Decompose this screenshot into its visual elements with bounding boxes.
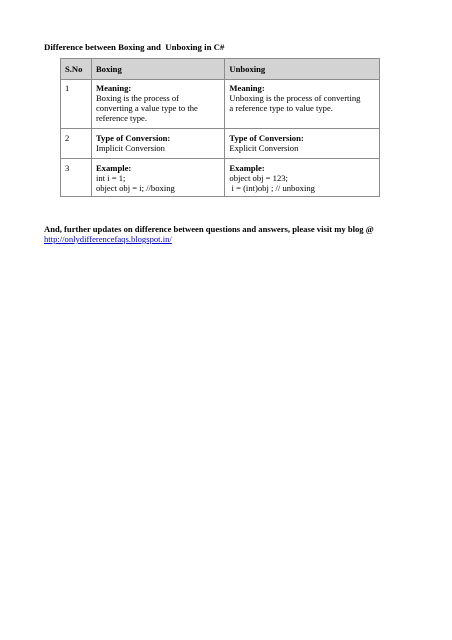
comparison-table: [60, 58, 380, 197]
cell-sno: 1: [61, 80, 92, 129]
cell-code: int i = 1;: [95, 173, 126, 183]
cell-heading: Meaning:: [95, 83, 132, 93]
cell-code: i = (int)obj ; // unboxing: [229, 183, 315, 193]
cell-text: Boxing is the process of: [95, 93, 180, 103]
cell-code: object obj = i; //boxing: [95, 183, 175, 193]
cell-text: converting a value type to the: [95, 103, 198, 113]
cell-heading: Example:: [95, 163, 132, 173]
cell-code: object obj = 123;: [229, 173, 288, 183]
cell-text: reference type.: [95, 113, 147, 123]
cell-heading: Example:: [229, 163, 265, 173]
blog-link[interactable]: http://onlydifferencefaqs.blogspot.in/: [44, 234, 172, 244]
table-header-row: [61, 59, 380, 80]
document-title: Difference between Boxing and Unboxing in C#: [44, 42, 225, 52]
cell-heading: Meaning:: [229, 83, 265, 93]
footer-note: [44, 224, 424, 244]
cell-unboxing: [225, 129, 380, 159]
cell-boxing: [91, 80, 224, 129]
cell-boxing: [91, 129, 224, 159]
header-unboxing: Unboxing: [225, 59, 380, 80]
table-row: [61, 159, 380, 197]
header-boxing: Boxing: [91, 59, 224, 80]
cell-unboxing: [225, 80, 380, 129]
cell-sno: 3: [61, 159, 92, 197]
cell-boxing: [91, 159, 224, 197]
cell-text: a reference type to value type.: [229, 103, 333, 113]
cell-sno: 2: [61, 129, 92, 159]
cell-text: Implicit Conversion: [95, 143, 165, 153]
cell-text: Explicit Conversion: [229, 143, 299, 153]
cell-text: Unboxing is the process of converting: [229, 93, 361, 103]
footer-text: And, further updates on difference between questions and answers, please visit my blog @: [44, 224, 374, 234]
cell-heading: Type of Conversion:: [95, 133, 171, 143]
header-sno: S.No: [61, 59, 92, 80]
cell-unboxing: [225, 159, 380, 197]
table-row: [61, 129, 380, 159]
cell-heading: Type of Conversion:: [229, 133, 304, 143]
table-row: [61, 80, 380, 129]
